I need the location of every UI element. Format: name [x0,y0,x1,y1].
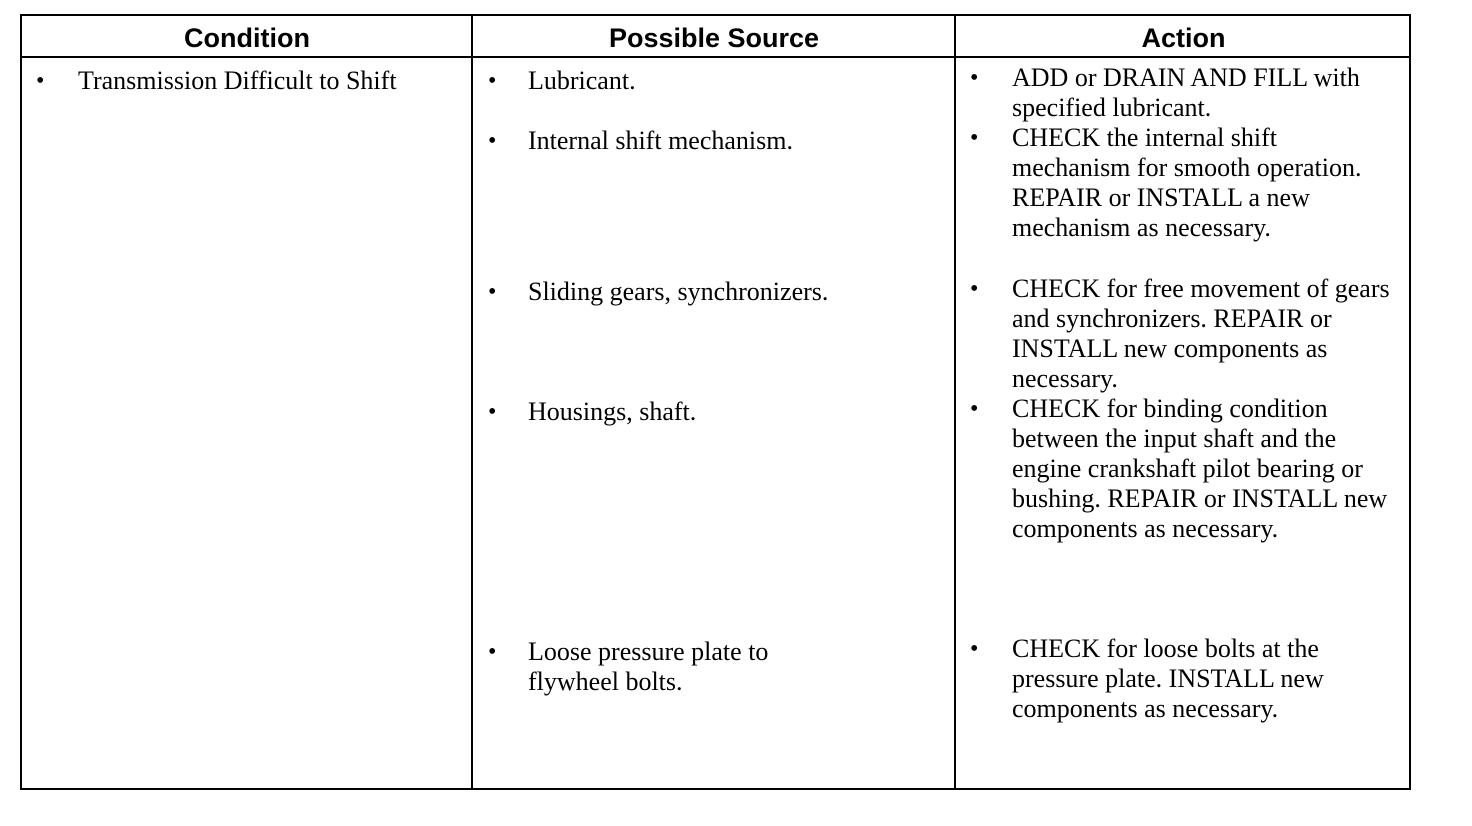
column-divider-2 [954,16,956,788]
bullet: • [970,396,979,422]
source-text: Housings, shaft. [528,397,697,426]
source-item-housings-shaft [488,397,928,427]
action-item-check-binding [970,394,1395,544]
bullet: • [488,128,497,154]
bullet: • [488,399,497,425]
action-text: CHECK for loose bolts at the pressure plate. INSTALL new components as necessary. [1012,634,1324,723]
bullet: • [36,68,45,94]
action-text: CHECK for free movement of gears and synchronizers. REPAIR or INSTALL new components as necessary. [1012,274,1390,393]
bullet: • [488,639,497,665]
bullet: • [970,65,979,91]
bullet: • [970,125,979,151]
header-action: Action [1141,23,1226,53]
source-text: Internal shift mechanism. [528,126,793,155]
source-item-sliding-gears [488,277,928,307]
header-condition: Condition [184,23,310,53]
action-item-check-shift-mechanism [970,123,1395,243]
diagnosis-table [20,14,1411,790]
source-item-internal-shift-mechanism [488,126,928,156]
action-item-check-loose-bolts [970,634,1395,724]
source-text: Loose pressure plate to flywheel bolts. [528,637,769,696]
action-text: ADD or DRAIN AND FILL with specified lubricant. [1012,63,1360,122]
bullet: • [488,279,497,305]
bullet: • [970,276,979,302]
header-divider [22,56,1409,58]
bullet: • [970,636,979,662]
source-item-loose-pressure-plate [488,637,788,697]
header-possible-source: Possible Source [608,23,820,53]
action-text: CHECK for binding condition between the input shaft and the engine crankshaft pilot bearing or bushing. REPAIR or INSTALL new components as necessary. [1012,394,1388,543]
action-text: CHECK the internal shift mechanism for smooth operation. REPAIR or INSTALL a new mechanism as necessary. [1012,123,1362,242]
condition-item [36,66,456,96]
action-item-check-free-movement [970,274,1395,394]
source-text: Sliding gears, synchronizers. [528,277,829,306]
column-divider-1 [471,16,473,788]
bullet: • [488,68,497,94]
condition-text: Transmission Difficult to Shift [78,66,397,95]
source-item-lubricant [488,66,928,96]
source-text: Lubricant. [528,66,636,95]
action-item-add-or-drain [970,63,1395,123]
